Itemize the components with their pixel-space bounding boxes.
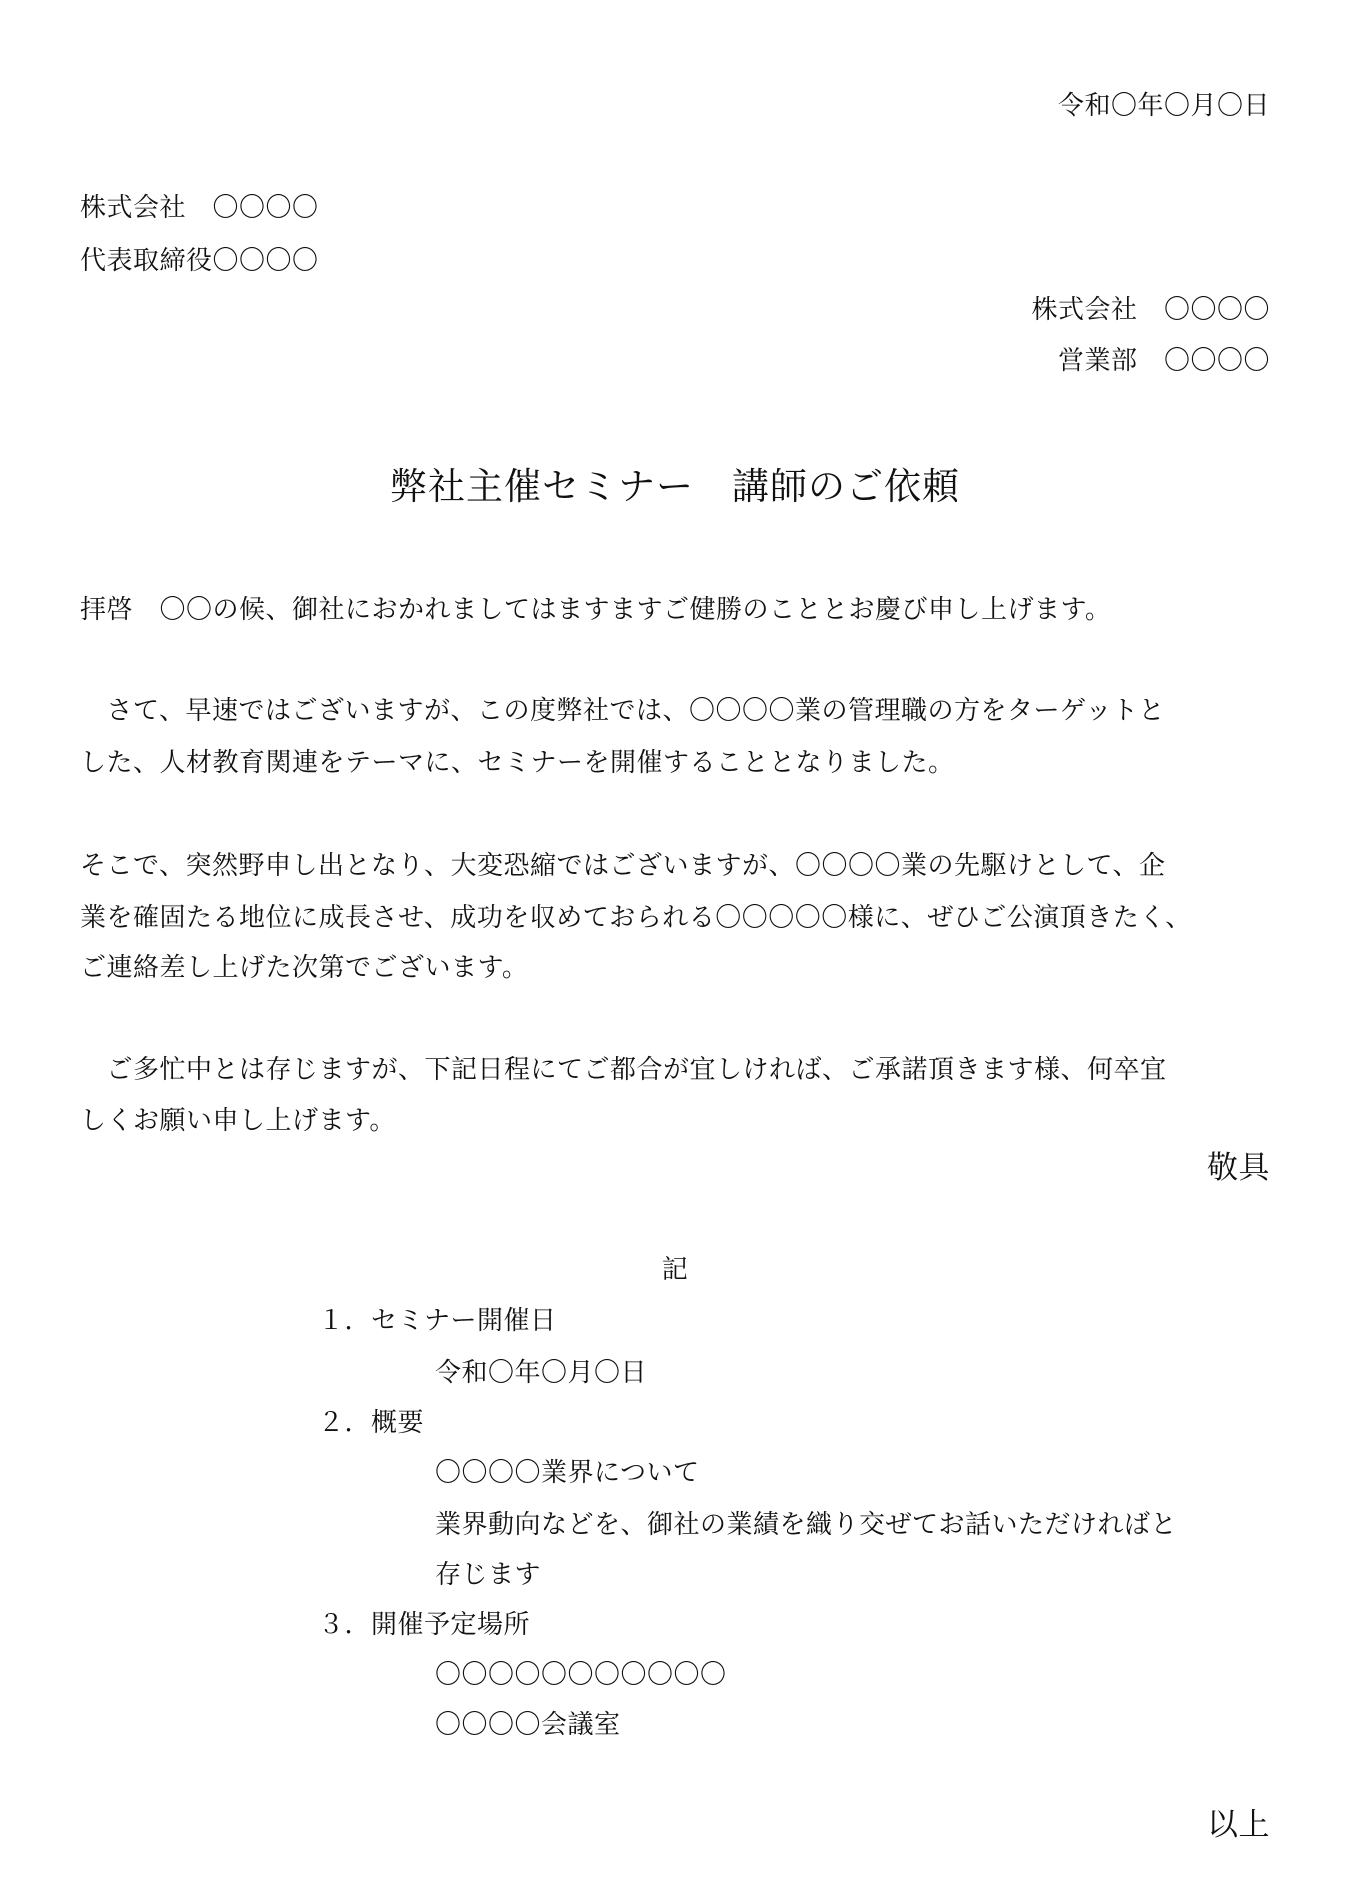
item-2-label: ２．概要 [318,1408,425,1438]
paragraph-3-line-1: ご多忙中とは存じますが、下記日程にてご都合が宜しければ、ご承諾頂きます様、何卒宜 [80,1055,1167,1085]
paragraph-1-line-1: さて、早速ではございますが、この度弊社では、〇〇〇〇業の管理職の方をターゲットと [80,696,1165,726]
closing-keigu: 敬具 [1207,1150,1270,1186]
item-3-line-2: 〇〇〇〇会議室 [435,1710,621,1740]
notice-heading: 記 [661,1255,689,1285]
letter-title: 弊社主催セミナー 講師のご依頼 [390,465,960,508]
paragraph-2-line-1: そこで、突然野申し出となり、大変恐縮ではございますが、〇〇〇〇業の先駆けとして、企 [80,851,1166,881]
sender-department: 営業部 〇〇〇〇 [1057,346,1270,376]
item-2-line-2: 業界動向などを、御社の業績を織り交ぜてお話いただければと [435,1510,1178,1540]
paragraph-1-line-2: した、人材教育関連をテーマに、セミナーを開催することとなりました。 [80,748,955,778]
greeting-line: 拝啓 〇〇の候、御社におかれましてはますますご健勝のこととお慶び申し上げます。 [80,595,1112,625]
letter-date: 令和〇年〇月〇日 [1057,91,1270,121]
closing-ijou: 以上 [1207,1807,1270,1843]
item-1-label: １．セミナー開催日 [318,1306,557,1336]
item-2-line-1: 〇〇〇〇業界について [435,1458,700,1488]
item-2-line-3: 存じます [435,1560,542,1590]
recipient-representative: 代表取締役〇〇〇〇 [80,246,319,276]
item-3-label: ３．開催予定場所 [318,1610,531,1640]
recipient-company: 株式会社 〇〇〇〇 [80,193,319,223]
item-1-value: 令和〇年〇月〇日 [435,1358,648,1388]
sender-company: 株式会社 〇〇〇〇 [1031,295,1270,325]
item-3-line-1: 〇〇〇〇〇〇〇〇〇〇〇 [435,1660,727,1690]
paragraph-3-line-2: しくお願い申し上げます。 [80,1106,396,1136]
paragraph-2-line-3: ご連絡差し上げた次第でございます。 [80,953,529,983]
paragraph-2-line-2: 業を確固たる地位に成長させ、成功を収めておられる〇〇〇〇〇様に、ぜひご公演頂きたく、 [80,903,1192,933]
